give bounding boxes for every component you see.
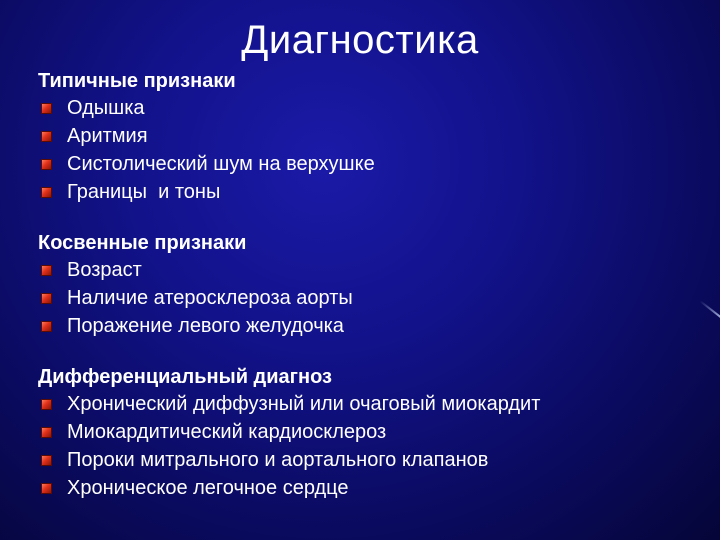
list-item	[38, 446, 698, 474]
list-item	[38, 150, 698, 178]
list-item	[38, 94, 698, 122]
decorative-streak	[699, 300, 720, 320]
list-item-text: Поражение левого желудочка	[67, 314, 344, 337]
list-item-text: Миокардитический кардиосклероз	[67, 420, 387, 443]
square-bullet-icon	[41, 483, 52, 494]
square-bullet-icon	[41, 103, 52, 114]
section-heading: Типичные признаки	[38, 70, 236, 92]
square-bullet-icon	[41, 293, 52, 304]
list-item-text: Пороки митрального и аортального клапанов	[67, 448, 489, 471]
list-item-text: Возраст	[67, 258, 142, 281]
section-heading: Дифференциальный диагноз	[38, 366, 332, 388]
square-bullet-icon	[41, 131, 52, 142]
list-item-text: Аритмия	[67, 124, 148, 147]
square-bullet-icon	[41, 265, 52, 276]
section-indirect-signs	[38, 230, 698, 340]
square-bullet-icon	[41, 187, 52, 198]
list-item	[38, 256, 698, 284]
list-item	[38, 122, 698, 150]
square-bullet-icon	[41, 427, 52, 438]
list-item	[38, 178, 698, 206]
section-heading: Косвенные признаки	[38, 232, 247, 254]
list-item-text: Одышка	[67, 96, 145, 119]
list-item	[38, 312, 698, 340]
list-item	[38, 474, 698, 502]
list-item-text: Границы и тоны	[67, 180, 221, 203]
section-differential-diagnosis	[38, 364, 698, 502]
square-bullet-icon	[41, 159, 52, 170]
list-item	[38, 418, 698, 446]
list-item-text: Хроническое легочное сердце	[67, 476, 349, 499]
square-bullet-icon	[41, 455, 52, 466]
square-bullet-icon	[41, 321, 52, 332]
list-item-text: Наличие атеросклероза аорты	[67, 286, 353, 309]
square-bullet-icon	[41, 399, 52, 410]
slide-title: Диагностика	[241, 18, 479, 62]
section-typical-signs	[38, 68, 698, 206]
list-item	[38, 284, 698, 312]
list-item-text: Хронический диффузный или очаговый миокардит	[67, 392, 541, 415]
list-item-text: Систолический шум на верхушке	[67, 152, 375, 175]
list-item	[38, 390, 698, 418]
slide-content	[38, 68, 698, 526]
